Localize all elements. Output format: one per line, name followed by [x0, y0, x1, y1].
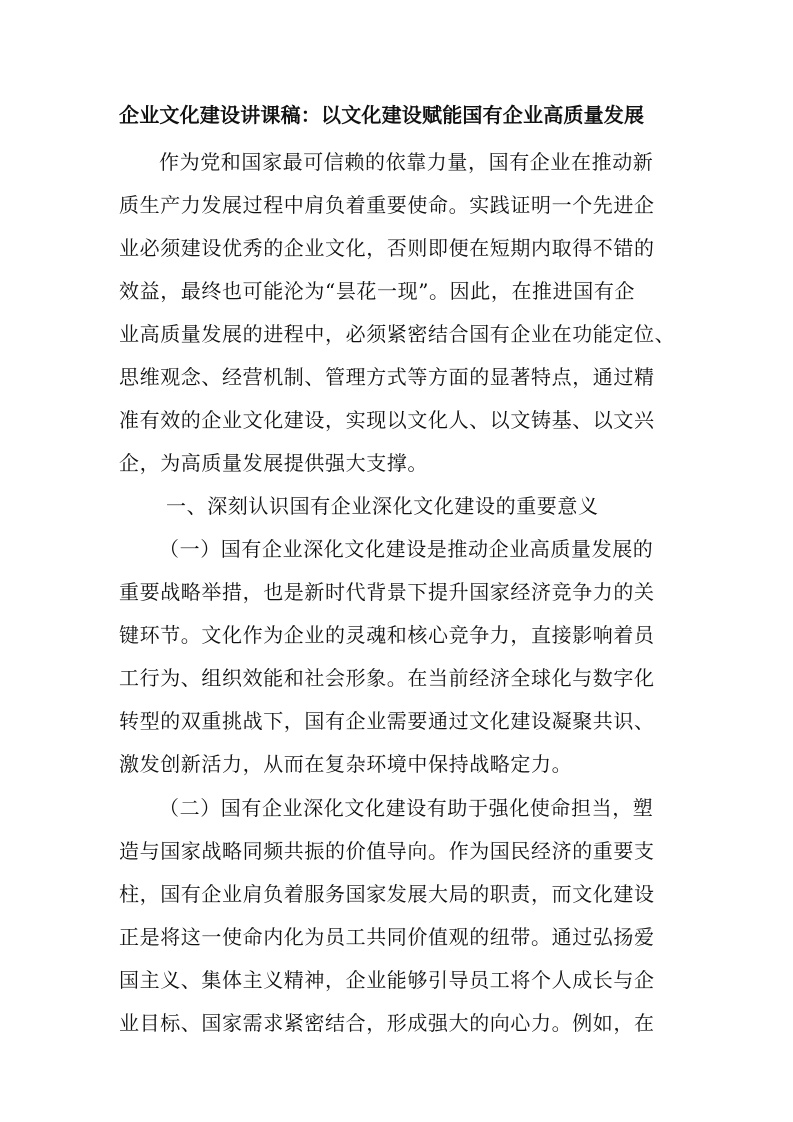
- paragraph-line: 作为党和国家最可信赖的依靠力量，国有企业在推动新: [159, 150, 654, 174]
- paragraph-line: 思维观念、经营机制、管理方式等方面的显著特点，通过精: [119, 365, 655, 389]
- paragraph-line: 质生产力发展过程中肩负着重要使命。实践证明一个先进企: [119, 193, 655, 217]
- paragraph-line: 造与国家战略同频共振的价值导向。作为国民经济的重要支: [119, 839, 655, 863]
- paragraph-line: 准有效的企业文化建设，实现以文化人、以文铸基、以文兴: [119, 408, 655, 432]
- document-title: 企业文化建设讲课稿：以文化建设赋能国有企业高质量发展: [119, 103, 645, 127]
- paragraph-line: 国主义、集体主义精神，企业能够引导员工将个人成长与企: [119, 968, 655, 992]
- paragraph-line: 企，为高质量发展提供强大支撑。: [119, 451, 428, 475]
- paragraph-line: 正是将这一使命内化为员工共同价值观的纽带。通过弘扬爱: [119, 925, 655, 949]
- paragraph-line: 业高质量发展的进程中，必须紧密结合国有企业在功能定位、: [119, 322, 676, 346]
- paragraph-line: （一）国有企业深化文化建设是推动企业高质量发展的: [159, 537, 654, 561]
- paragraph-line: 转型的双重挑战下，国有企业需要通过文化建设凝聚共识、: [119, 709, 655, 733]
- paragraph-line: 键环节。文化作为企业的灵魂和核心竞争力，直接影响着员: [119, 623, 655, 647]
- paragraph-line: 重要战略举措，也是新时代背景下提升国家经济竞争力的关: [119, 580, 655, 604]
- paragraph-line: 效益，最终也可能沦为“昙花一现”。因此，在推进国有企: [119, 279, 636, 303]
- paragraph-line: 柱，国有企业肩负着服务国家发展大局的职责，而文化建设: [119, 882, 655, 906]
- paragraph-line: 工行为、组织效能和社会形象。在当前经济全球化与数字化: [119, 666, 655, 690]
- paragraph-line: （二）国有企业深化文化建设有助于强化使命担当，塑: [159, 796, 654, 820]
- paragraph-line: 业必须建设优秀的企业文化，否则即便在短期内取得不错的: [119, 236, 655, 260]
- paragraph-line: 激发创新活力，从而在复杂环境中保持战略定力。: [119, 752, 573, 776]
- section-heading: 一、深刻认识国有企业深化文化建设的重要意义: [166, 494, 599, 518]
- paragraph-line: 业目标、国家需求紧密结合，形成强大的向心力。例如，在: [119, 1011, 655, 1035]
